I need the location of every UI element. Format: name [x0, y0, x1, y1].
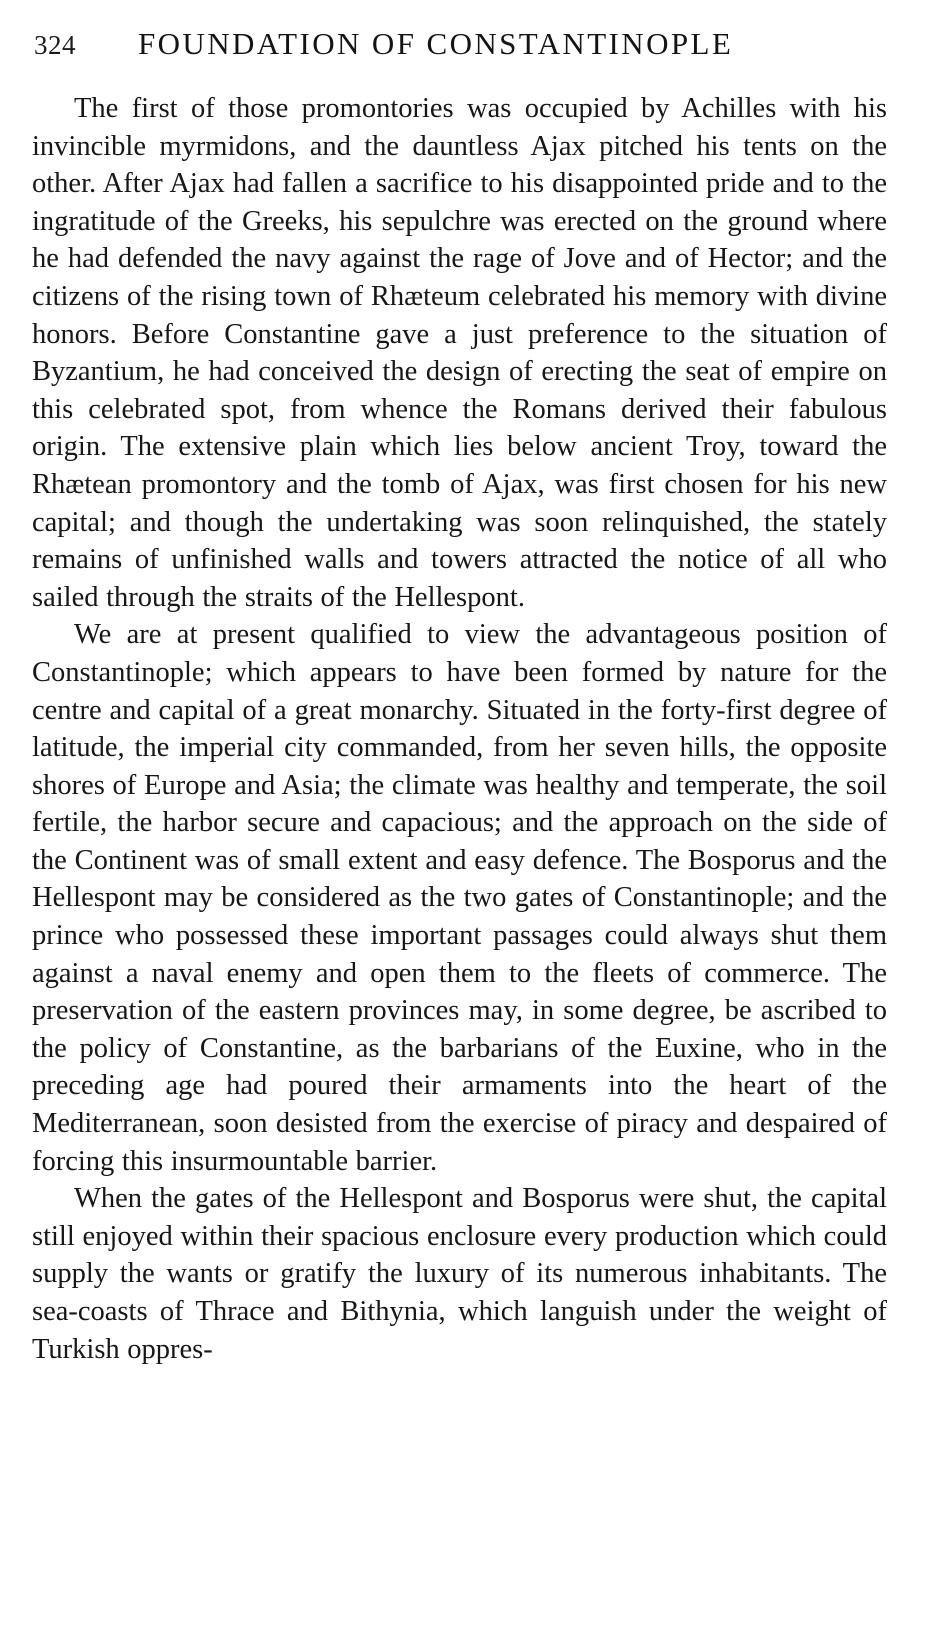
page-number: 324 [34, 30, 76, 60]
paragraph: The first of those promontories was occupied by Achilles with his invincible myrmidons, and the dauntless Ajax pitched his tents on the other. After Ajax had fallen a sacrifice to his disappointed pride and to the ingratitude of the Greeks, his sepulchre was erected on the ground where he had defended the navy against the rage of Jove and of Hector; and the citizens of the rising town of Rhæteum celebrated his memory with divine honors. Before Constantine gave a just preference to the situation of Byzantium, he had conceived the design of erecting the seat of empire on this celebrated spot, from whence the Romans derived their fabulous origin. The extensive plain which lies below ancient Troy, toward the Rhætean promontory and the tomb of Ajax, was first chosen for his new capital; and though the undertaking was soon relinquished, the stately remains of unfinished walls and towers attracted the notice of all who sailed through the straits of the Hellespont. [32, 93, 887, 613]
running-head [32, 26, 888, 80]
body-text [32, 90, 887, 1368]
running-head-title: FOUNDATION OF CONSTANTINOPLE [138, 26, 734, 61]
paragraph: We are at present qualified to view the advantageous position of Constantinople; which appears to have been formed by nature for the centre and capital of a great monarchy. Situated in the forty-first degree of latitude, the imperial city commanded, from her seven hills, the opposite shores of Europe and Asia; the climate was healthy and temperate, the soil fertile, the harbor secure and capacious; and the approach on the side of the Continent was of small extent and easy defence. The Bosporus and the Hellespont may be considered as the two gates of Constantinople; and the prince who possessed these important passages could always shut them against a naval enemy and open them to the fleets of commerce. The preservation of the eastern provinces may, in some degree, be ascribed to the policy of Constantine, as the barbarians of the Euxine, who in the preceding age had poured their armaments into the heart of the Mediterranean, soon desisted from the exercise of piracy and despaired of forcing this insurmountable barrier. [32, 619, 887, 1177]
paragraph: When the gates of the Hellespont and Bosporus were shut, the capital still enjoyed within their spacious enclosure every production which could supply the wants or gratify the luxury of its numerous inhabitants. The sea-coasts of Thrace and Bithynia, which languish under the weight of Turkish oppres- [32, 1183, 887, 1365]
